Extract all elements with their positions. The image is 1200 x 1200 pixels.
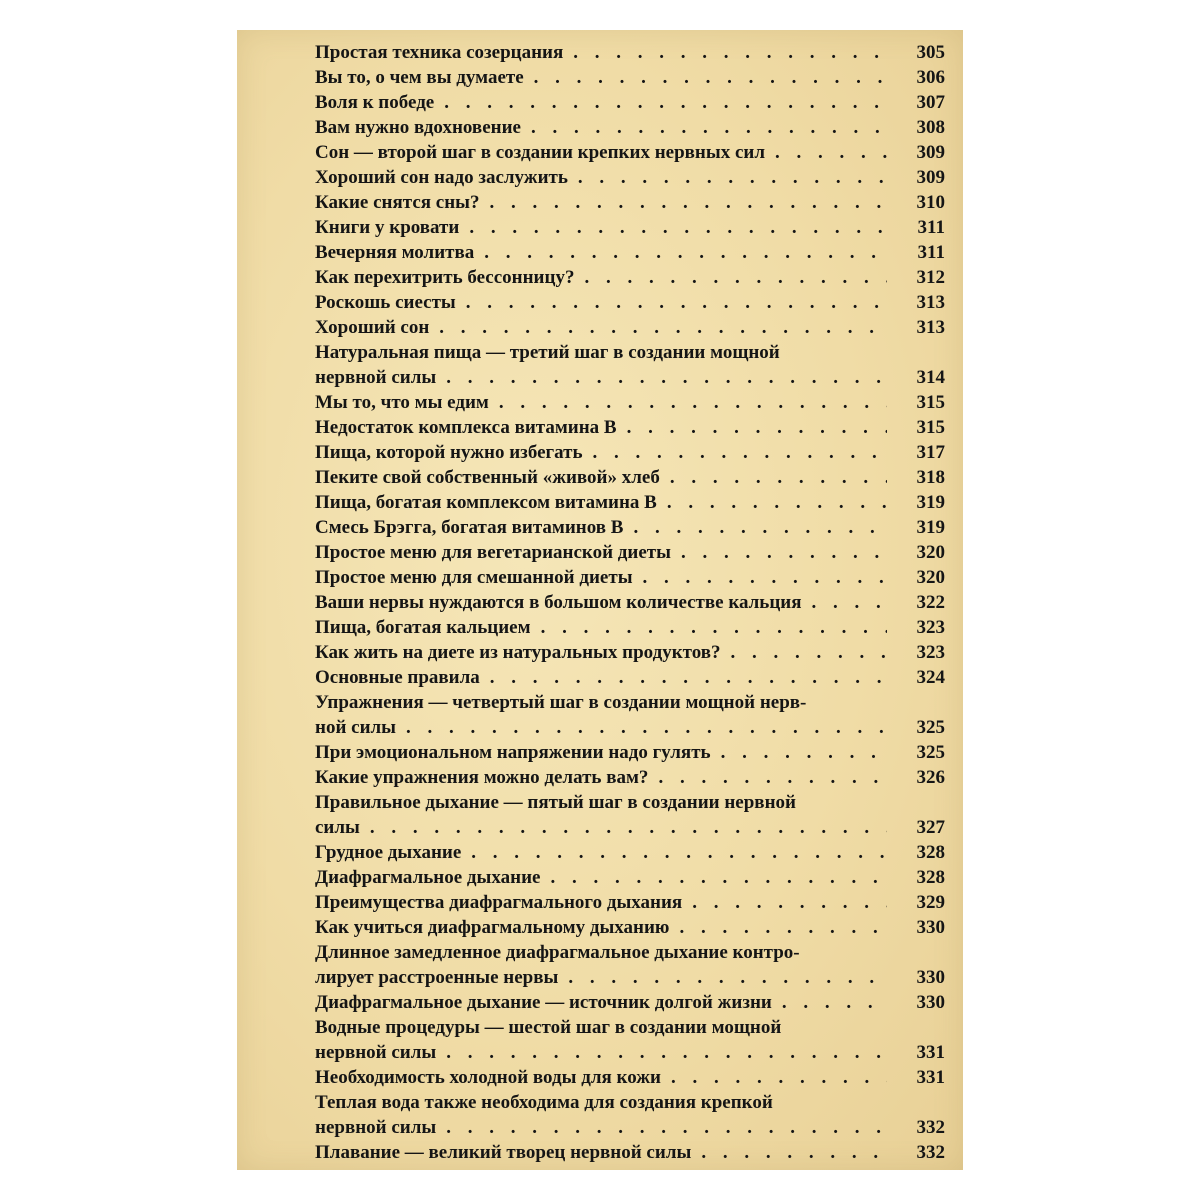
toc-page-number: 330 [916, 917, 945, 938]
toc-entry [315, 915, 945, 940]
dot-leader [731, 640, 887, 665]
toc-page-number: 309 [916, 142, 945, 163]
toc-entry-title-line: Роскошь сиесты [315, 292, 456, 313]
toc-entry-title-line: Вечерняя молитва [315, 242, 475, 263]
dot-leader [584, 265, 887, 290]
table-of-contents [315, 40, 945, 1165]
toc-page-number: 313 [916, 292, 945, 313]
toc-entry [315, 740, 945, 765]
toc-entry-title-row [315, 265, 887, 290]
dot-leader [499, 390, 887, 415]
dot-leader [670, 465, 887, 490]
toc-entry [315, 90, 945, 115]
toc-entry-title-row [315, 140, 887, 165]
dot-leader [701, 1140, 887, 1165]
toc-entry-title-row [315, 40, 887, 65]
dot-leader [671, 1065, 887, 1090]
book-page [237, 30, 963, 1170]
dot-leader [439, 315, 887, 340]
toc-entry-title-line: Преимущества диафрагмального дыхания [315, 892, 683, 913]
toc-page-number: 324 [916, 667, 945, 688]
toc-entry-title-line: нервной силы [315, 367, 437, 388]
dot-leader [446, 1115, 887, 1140]
toc-entry [315, 790, 945, 840]
dot-leader [466, 290, 887, 315]
toc-entry [315, 1090, 945, 1140]
dot-leader [550, 865, 887, 890]
toc-entry-title-line: Плавание — великий творец нервной силы [315, 1142, 692, 1163]
dot-leader [643, 565, 887, 590]
toc-entry-title-line: Недостаток комплекса витамина В [315, 417, 617, 438]
toc-entry-title-line: Хороший сон [315, 317, 430, 338]
toc-entry-title-line: Грудное дыхание [315, 842, 462, 863]
toc-entry-title-line: Мы то, что мы едим [315, 392, 489, 413]
toc-page-number: 315 [916, 392, 945, 413]
toc-entry-title-row [315, 865, 887, 890]
toc-entry [315, 690, 945, 740]
toc-page-number: 320 [916, 542, 945, 563]
toc-entry-title-line: Воля к победе [315, 92, 435, 113]
dot-leader [541, 615, 887, 640]
toc-entry [315, 115, 945, 140]
toc-entry-title-row [315, 740, 887, 765]
dot-leader [568, 965, 887, 990]
toc-entry [315, 315, 945, 340]
toc-entry-title-line: Пеките свой собственный «живой» хлеб [315, 467, 660, 488]
toc-entry [315, 290, 945, 315]
dot-leader [578, 165, 887, 190]
toc-entry [315, 615, 945, 640]
dot-leader [471, 840, 887, 865]
toc-entry-title-line: Сон — второй шаг в создании крепких нервных сил [315, 142, 765, 163]
toc-page-number: 327 [916, 817, 945, 838]
toc-page-number: 332 [916, 1117, 945, 1138]
toc-entry-title-row [315, 165, 887, 190]
toc-entry [315, 340, 945, 390]
toc-entry [315, 1140, 945, 1165]
dot-leader [370, 815, 887, 840]
toc-page-number: 332 [916, 1142, 945, 1163]
dot-leader [633, 515, 887, 540]
toc-entry-title-line: Пища, богатая комплексом витамина В [315, 492, 657, 513]
toc-entry-title-row [315, 715, 887, 740]
toc-page-number: 329 [916, 892, 945, 913]
toc-page-number: 309 [916, 167, 945, 188]
dot-leader [573, 40, 887, 65]
toc-entry-title-line: Необходимость холодной воды для кожи [315, 1067, 661, 1088]
toc-entry-title-line: Какие снятся сны? [315, 192, 480, 213]
toc-entry-title-row [315, 515, 887, 540]
dot-leader [484, 240, 887, 265]
toc-page-number: 322 [916, 592, 945, 613]
toc-entry [315, 1065, 945, 1090]
toc-entry-title-line: Простое меню для вегетарианской диеты [315, 542, 671, 563]
toc-page-number: 326 [916, 767, 945, 788]
dot-leader [531, 115, 887, 140]
toc-entry-title-line: нервной силы [315, 1042, 437, 1063]
toc-entry-title-line: Ваши нервы нуждаются в большом количестве кальция [315, 592, 802, 613]
toc-entry-title-row [315, 1115, 887, 1140]
toc-entry-title-line: Как учиться диафрагмальному дыханию [315, 917, 670, 938]
dot-leader [444, 90, 887, 115]
toc-page-number: 313 [916, 317, 945, 338]
toc-entry-title-row [315, 1140, 887, 1165]
toc-entry-title-row [315, 765, 887, 790]
dot-leader [490, 190, 887, 215]
toc-entry-title-line: Книги у кровати [315, 217, 460, 238]
toc-page-number: 311 [917, 242, 945, 263]
toc-entry-title-line: ной силы [315, 717, 397, 738]
toc-entry-title-line: Пища, богатая кальцием [315, 617, 531, 638]
dot-leader [446, 1040, 887, 1065]
toc-entry [315, 140, 945, 165]
toc-entry-title-line: Пища, которой нужно избегать [315, 442, 583, 463]
dot-leader [446, 365, 887, 390]
toc-entry-title-line: Смесь Брэгга, богатая витаминов В [315, 517, 624, 538]
dot-leader [406, 715, 887, 740]
toc-page-number: 328 [916, 842, 945, 863]
toc-entry [315, 940, 945, 990]
toc-entry-title-line: Хороший сон надо заслужить [315, 167, 568, 188]
toc-entry-title-line: нервной силы [315, 1117, 437, 1138]
toc-entry-title-row [315, 1040, 887, 1065]
dot-leader [721, 740, 887, 765]
toc-page-number: 305 [916, 42, 945, 63]
toc-entry-title-row [315, 490, 887, 515]
toc-page-number: 311 [917, 217, 945, 238]
toc-entry-title-row [315, 365, 887, 390]
toc-entry-title-row [315, 90, 887, 115]
toc-entry [315, 765, 945, 790]
dot-leader [681, 540, 887, 565]
toc-entry-title-line: Основные правила [315, 667, 480, 688]
toc-entry [315, 265, 945, 290]
toc-entry [315, 215, 945, 240]
toc-entry [315, 390, 945, 415]
toc-entry [315, 415, 945, 440]
toc-entry [315, 190, 945, 215]
toc-page-number: 308 [916, 117, 945, 138]
toc-entry [315, 1015, 945, 1065]
toc-entry [315, 440, 945, 465]
toc-entry-title-row [315, 665, 887, 690]
dot-leader [534, 65, 887, 90]
toc-entry-title-line: Теплая вода также необходима для создания крепкой [315, 1092, 773, 1113]
toc-entry-title-row [315, 415, 887, 440]
toc-entry-title-line: Длинное замедленное диафрагмальное дыхание контро- [315, 942, 800, 963]
toc-entry [315, 40, 945, 65]
toc-entry-title-line: Упражнения — четвертый шаг в создании мощной нерв- [315, 692, 807, 713]
toc-entry-title-row [315, 315, 887, 340]
toc-entry-title-row [315, 240, 887, 265]
toc-entry-title-line: Водные процедуры — шестой шаг в создании мощной [315, 1017, 782, 1038]
dot-leader [775, 140, 887, 165]
toc-entry [315, 890, 945, 915]
toc-entry-title-row [315, 1065, 887, 1090]
toc-entry-title-row [315, 990, 887, 1015]
toc-entry [315, 990, 945, 1015]
toc-entry [315, 565, 945, 590]
toc-entry-title-line: Натуральная пища — третий шаг в создании мощной [315, 342, 780, 363]
toc-page-number: 306 [916, 67, 945, 88]
toc-entry [315, 840, 945, 865]
toc-page-number: 330 [916, 992, 945, 1013]
toc-entry-title-row [315, 565, 887, 590]
toc-entry-title-row [315, 640, 887, 665]
toc-page-number: 331 [916, 1067, 945, 1088]
toc-entry [315, 490, 945, 515]
toc-entry-title-row [315, 840, 887, 865]
toc-entry-title-row [315, 890, 887, 915]
toc-entry-title-line: Простое меню для смешанной диеты [315, 567, 633, 588]
toc-entry-title-line: Диафрагмальное дыхание [315, 867, 541, 888]
dot-leader [692, 890, 887, 915]
toc-page-number: 323 [916, 617, 945, 638]
dot-leader [812, 590, 887, 615]
toc-entry-title-row [315, 965, 887, 990]
toc-page-number: 314 [916, 367, 945, 388]
toc-entry-title-line: Как жить на диете из натуральных продуктов? [315, 642, 721, 663]
toc-entry-title-row [315, 540, 887, 565]
toc-entry [315, 540, 945, 565]
toc-page-number: 320 [916, 567, 945, 588]
toc-page-number: 307 [916, 92, 945, 113]
toc-entry-title-row [315, 215, 887, 240]
dot-leader [658, 765, 887, 790]
dot-leader [593, 440, 887, 465]
dot-leader [679, 915, 887, 940]
toc-entry [315, 515, 945, 540]
toc-page-number: 315 [916, 417, 945, 438]
toc-entry-title-line: Диафрагмальное дыхание — источник долгой жизни [315, 992, 772, 1013]
toc-page-number: 331 [916, 1042, 945, 1063]
toc-entry-title-row [315, 590, 887, 615]
toc-page-number: 330 [916, 967, 945, 988]
toc-page-number: 319 [916, 517, 945, 538]
toc-entry [315, 240, 945, 265]
toc-entry [315, 865, 945, 890]
toc-entry-title-row [315, 915, 887, 940]
toc-entry-title-line: Какие упражнения можно делать вам? [315, 767, 649, 788]
dot-leader [469, 215, 887, 240]
dot-leader [490, 665, 887, 690]
toc-entry [315, 590, 945, 615]
toc-entry [315, 665, 945, 690]
toc-entry [315, 465, 945, 490]
toc-page-number: 319 [916, 492, 945, 513]
toc-entry-title-line: При эмоциональном напряжении надо гулять [315, 742, 711, 763]
toc-page-number: 323 [916, 642, 945, 663]
toc-entry [315, 165, 945, 190]
toc-entry-title-line: лирует расстроенные нервы [315, 967, 559, 988]
toc-page-number: 328 [916, 867, 945, 888]
toc-entry-title-row [315, 65, 887, 90]
toc-entry-title-line: Вы то, о чем вы думаете [315, 67, 524, 88]
toc-entry-title-row [315, 465, 887, 490]
toc-entry-title-line: силы [315, 817, 360, 838]
toc-entry [315, 640, 945, 665]
toc-page-number: 310 [916, 192, 945, 213]
toc-entry-title-row [315, 815, 887, 840]
toc-entry-title-line: Простая техника созерцания [315, 42, 564, 63]
toc-entry-title-line: Как перехитрить бессонницу? [315, 267, 575, 288]
toc-entry-title-line: Вам нужно вдохновение [315, 117, 521, 138]
toc-page-number: 325 [916, 717, 945, 738]
toc-entry-title-row [315, 115, 887, 140]
dot-leader [782, 990, 887, 1015]
toc-entry-title-line: Правильное дыхание — пятый шаг в создании нервной [315, 792, 796, 813]
toc-entry-title-row [315, 190, 887, 215]
toc-page-number: 312 [916, 267, 945, 288]
toc-entry-title-row [315, 390, 887, 415]
toc-entry-title-row [315, 290, 887, 315]
toc-page-number: 318 [916, 467, 945, 488]
toc-page-number: 317 [916, 442, 945, 463]
dot-leader [627, 415, 887, 440]
toc-page-number: 325 [916, 742, 945, 763]
toc-entry-title-row [315, 440, 887, 465]
toc-entry-title-row [315, 615, 887, 640]
toc-entry [315, 65, 945, 90]
dot-leader [667, 490, 887, 515]
